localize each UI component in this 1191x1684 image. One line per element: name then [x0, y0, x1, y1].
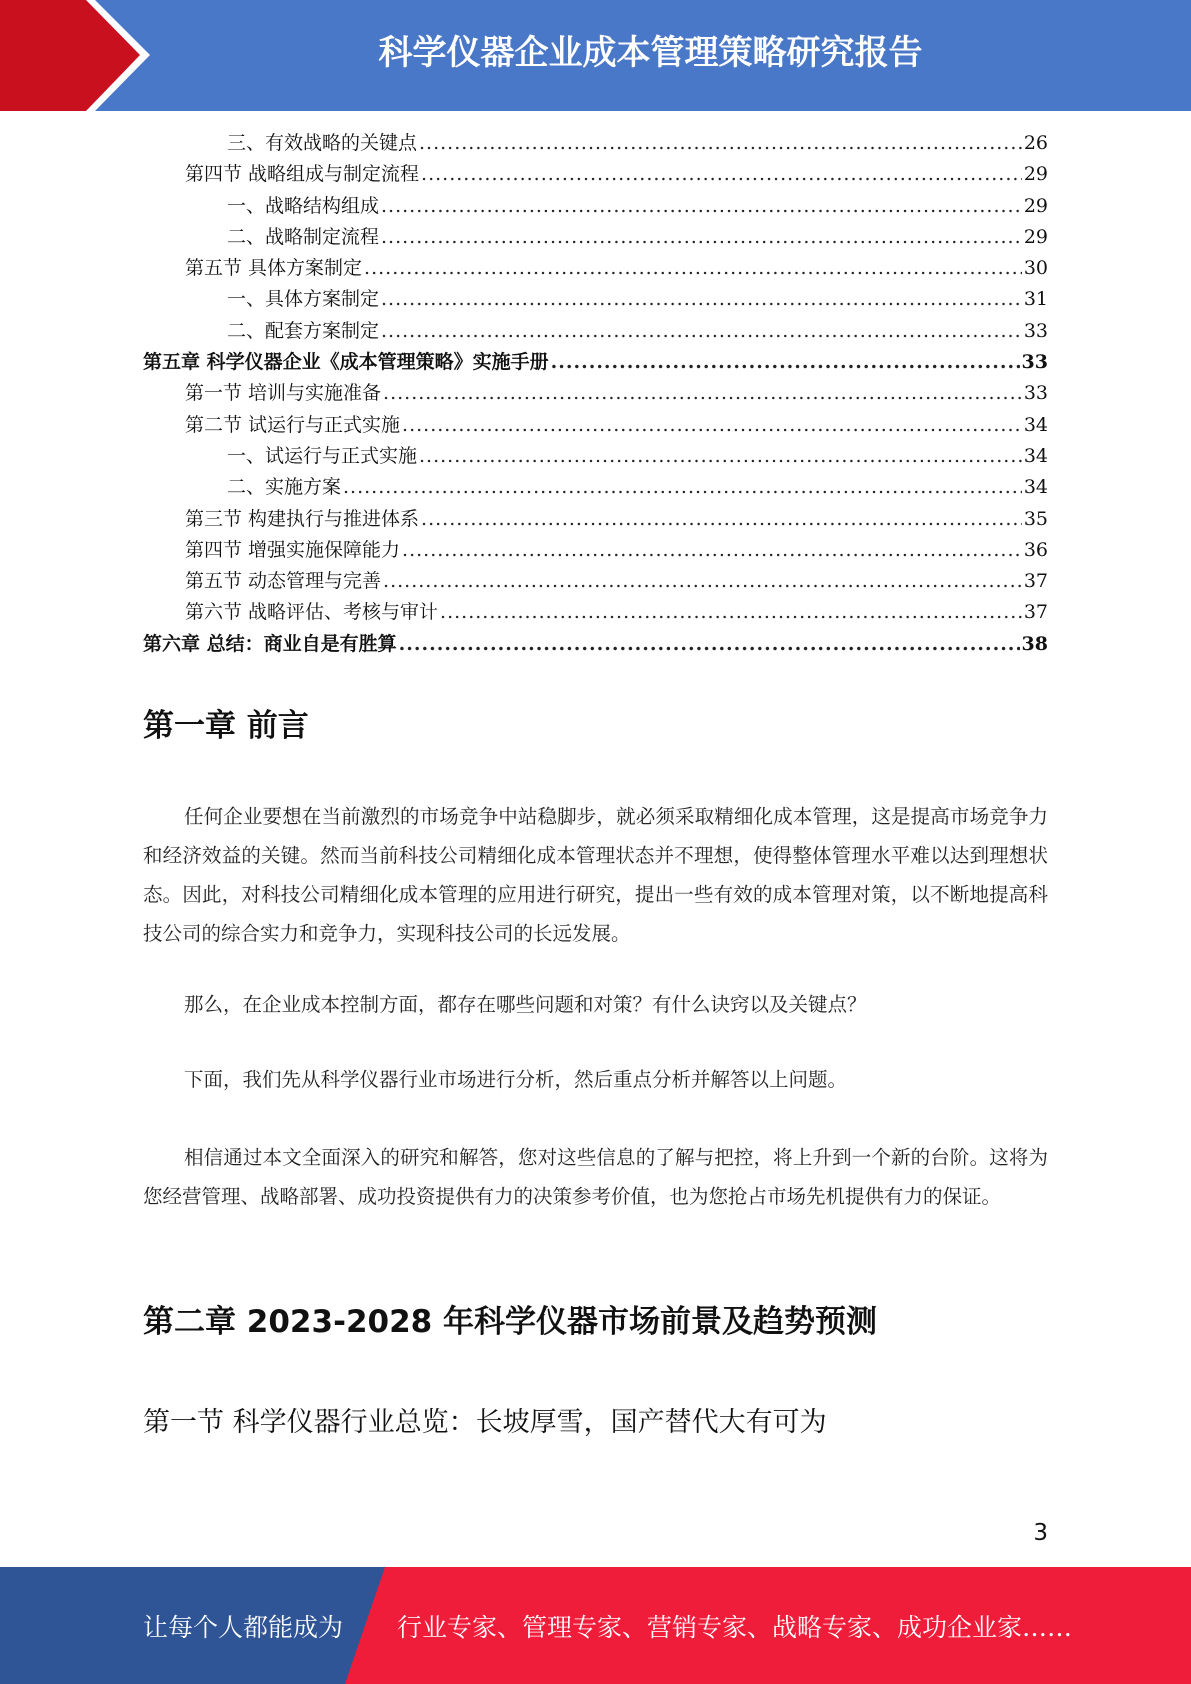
toc-entry-text: 第二节 试运行与正式实施 — [185, 413, 401, 436]
toc-entry-text: 第五节 具体方案制定 — [185, 257, 363, 280]
toc-entry-page: 29 — [1023, 163, 1048, 186]
toc-leader-dots — [381, 320, 1022, 342]
section-1-title: 第一节 科学仪器行业总览：长坡厚雪，国产替代大有可为 — [143, 1407, 827, 1438]
toc-entry-page: 30 — [1023, 257, 1048, 280]
footer-slogan-left: 让每个人都能成为 — [143, 1613, 344, 1642]
toc-leader-dots — [381, 288, 1022, 310]
paragraph: 相信通过本文全面深入的研究和解答，您对这些信息的了解与把控，将上升到一个新的台阶。这将为您经营管理、战略部署、成功投资提供有力的决策参考价值，也为您抢占市场先机提供有力的保证。 — [143, 1146, 1048, 1208]
page-footer — [0, 1567, 1191, 1684]
toc-entry-page: 35 — [1023, 507, 1048, 530]
toc-entry-text: 二、配套方案制定 — [227, 319, 380, 342]
toc-entry-text: 第一节 培训与实施准备 — [185, 382, 382, 405]
toc-leader-dots — [419, 445, 1022, 467]
toc-entry-text: 三、有效战略的关键点 — [227, 132, 418, 154]
paragraph: 任何企业要想在当前激烈的市场竞争中站稳脚步，就必须采取精细化成本管理，这是提高市场竞争力和经济效益的关键。然而当前科技公司精细化成本管理状态并不理想，使得整体管理水平难以达到理想状态。因此，对科技公司精细化成本管理的应用进行研究，提出一些有效的成本管理对策，以不断地提高科技公司的综合实力和竞争力，实现科技公司的长远发展。 — [143, 805, 1048, 945]
toc-leader-dots — [381, 195, 1022, 217]
toc-entry-page: 29 — [1023, 194, 1048, 217]
toc-entry-page: 26 — [1023, 132, 1048, 154]
toc-leader-dots — [381, 226, 1022, 248]
toc-entry-page: 37 — [1023, 601, 1048, 624]
toc-entry[interactable] — [143, 629, 1048, 660]
toc-entry-page: 34 — [1023, 476, 1048, 499]
toc-entry-text: 第五节 动态管理与完善 — [185, 570, 382, 593]
toc-entry-page: 34 — [1023, 444, 1048, 467]
toc-entry-page: 31 — [1023, 288, 1048, 311]
paragraph: 那么，在企业成本控制方面，都存在哪些问题和对策？有什么诀窍以及关键点？ — [184, 993, 867, 1016]
toc-entry[interactable] — [143, 566, 1048, 597]
toc-leader-dots — [421, 163, 1022, 185]
toc-entry[interactable] — [143, 410, 1048, 441]
toc-entry[interactable] — [143, 441, 1048, 472]
toc-leader-dots — [440, 601, 1022, 623]
toc-leader-dots — [402, 539, 1022, 561]
toc-entry[interactable] — [143, 597, 1048, 628]
page-header — [0, 0, 1191, 111]
toc-entry-text: 第三节 构建执行与推进体系 — [185, 507, 420, 530]
toc-entry[interactable] — [143, 316, 1048, 347]
toc-leader-dots — [343, 476, 1022, 498]
paragraph: 下面，我们先从科学仪器行业市场进行分析，然后重点分析并解答以上问题。 — [184, 1068, 848, 1091]
chapter-1-title: 第一章 前言 — [143, 708, 309, 744]
table-of-contents — [143, 128, 1048, 660]
toc-entry[interactable] — [143, 472, 1048, 503]
toc-entry-page: 38 — [1021, 632, 1048, 655]
toc-entry[interactable] — [143, 253, 1048, 284]
toc-leader-dots — [419, 132, 1022, 154]
footer-slogan-right: 行业专家、管理专家、营销专家、战略专家、成功企业家…… — [397, 1613, 1073, 1642]
toc-entry-text: 二、实施方案 — [227, 476, 342, 499]
toc-entry-text: 第五章 科学仪器企业《成本管理策略》实施手册 — [143, 351, 549, 374]
toc-entry-text: 一、试运行与正式实施 — [227, 444, 418, 467]
toc-leader-dots — [421, 508, 1022, 530]
toc-entry[interactable] — [143, 504, 1048, 535]
header-title: 科学仪器企业成本管理策略研究报告 — [378, 33, 923, 73]
toc-entry-text: 第六章 总结：商业自是有胜算 — [143, 632, 397, 655]
toc-leader-dots — [383, 570, 1022, 592]
toc-entry-text: 一、具体方案制定 — [227, 288, 380, 311]
toc-entry-page: 37 — [1023, 570, 1048, 593]
toc-entry[interactable] — [143, 378, 1048, 409]
page-number: 3 — [1033, 1520, 1048, 1546]
toc-entry[interactable] — [143, 159, 1048, 190]
chapter-2-title: 第二章 2023-2028 年科学仪器市场前景及趋势预测 — [143, 1304, 878, 1340]
toc-leader-dots — [402, 414, 1022, 436]
toc-entry-page: 33 — [1023, 319, 1048, 342]
toc-entry-text: 第四节 战略组成与制定流程 — [185, 163, 420, 186]
toc-entry[interactable] — [143, 535, 1048, 566]
toc-entry-text: 二、战略制定流程 — [227, 225, 380, 248]
toc-entry-page: 29 — [1023, 225, 1048, 248]
toc-leader-dots — [364, 257, 1022, 279]
toc-entry-text: 第四节 增强实施保障能力 — [185, 538, 401, 561]
toc-entry[interactable] — [143, 222, 1048, 253]
toc-entry-text: 一、战略结构组成 — [227, 194, 380, 217]
toc-entry[interactable] — [143, 284, 1048, 315]
toc-leader-dots — [399, 633, 1020, 655]
toc-entry-page: 33 — [1021, 351, 1048, 374]
toc-entry[interactable] — [143, 347, 1048, 378]
toc-leader-dots — [383, 382, 1022, 404]
toc-entry-page: 33 — [1023, 382, 1048, 405]
toc-leader-dots — [551, 351, 1020, 373]
toc-entry-page: 34 — [1023, 413, 1048, 436]
toc-entry[interactable] — [143, 191, 1048, 222]
toc-entry[interactable] — [143, 128, 1048, 159]
toc-entry-text: 第六节 战略评估、考核与审计 — [185, 601, 439, 624]
toc-entry-page: 36 — [1023, 538, 1048, 561]
